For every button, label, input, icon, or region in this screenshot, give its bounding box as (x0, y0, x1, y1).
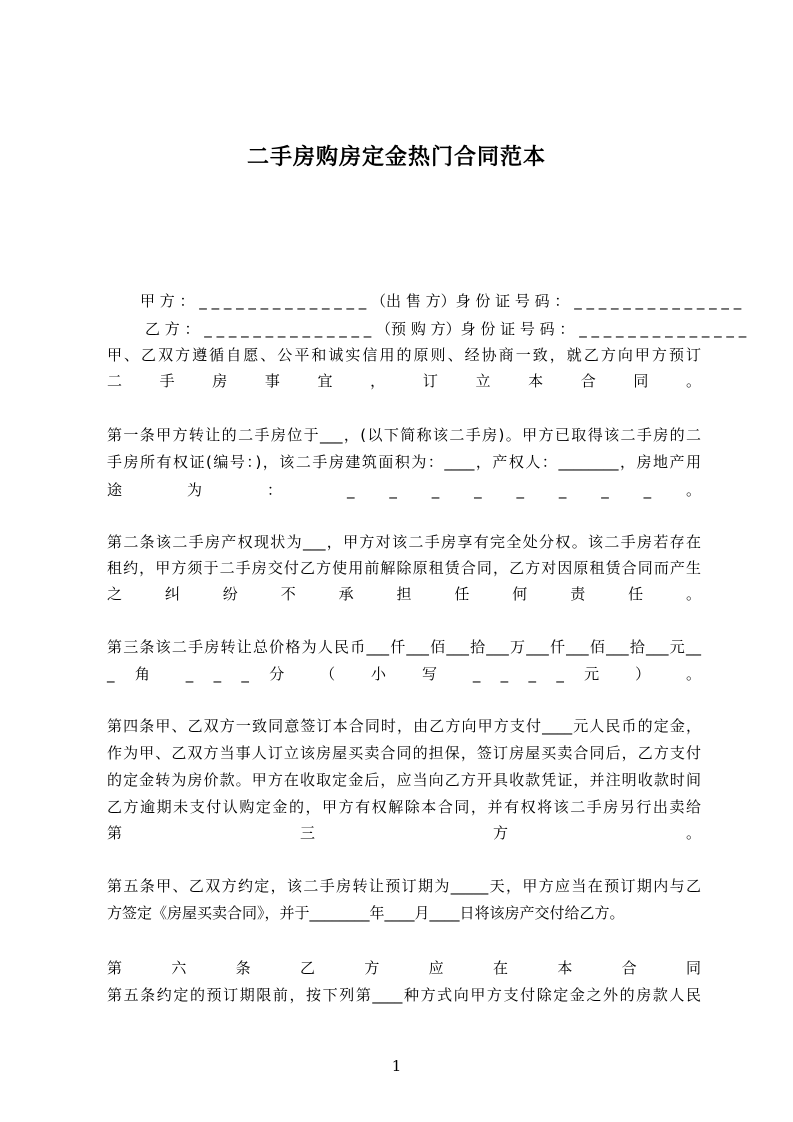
article-2-line-3: 之 纠 纷 不 承 担 任 何 责 任 。 (107, 585, 701, 603)
article-4-line-2: 作为甲、乙双方当事人订立该房屋买卖合同的担保，签订房屋买卖合同后，乙方支付 (107, 744, 701, 762)
article-4-line-1: 第四条甲、乙双方一致同意签订本合同时，由乙方向甲方支付____元人民币的定金， (107, 717, 701, 735)
preamble-line-2: 二 手 房 事 宜 ， 订 立 本 合 同 。 (107, 372, 701, 390)
preamble-line-1: 甲、乙双方遵循自愿、公平和诚实信用的原则、经协商一致，就乙方向甲方预订 (107, 346, 701, 364)
article-2-line-1: 第二条该二手房产权现状为___，甲方对该二手房享有完全处分权。该二手房若存在 (107, 533, 701, 551)
page-number: 1 (391, 1057, 402, 1075)
document-title: 二手房购房定金热门合同范本 (246, 145, 546, 170)
article-1-line-1: 第一条甲方转让的二手房位于___，(以下简称该二手房)。甲方已取得该二手房的二 (107, 426, 701, 444)
article-5-line-2: 方签定《房屋买卖合同》，并于________年____月____日将该房产交付给乙方。 (107, 904, 625, 922)
article-4-line-3: 的定金转为房价款。甲方在收取定金后，应当向乙方开具收款凭证，并注明收款时间 (107, 771, 701, 789)
party-b-line: 乙 方 ： _ _ _ _ _ _ _ _ _ _ _ _ _ _ （预 购 方）身 份 证 号 码 ： _ _ _ _ _ _ _ _ _ _ _ _ _ _ (145, 320, 747, 338)
article-5-line-1: 第五条甲、乙双方约定，该二手房转让预订期为_____天，甲方应当在预订期内与乙 (107, 877, 701, 895)
article-2-line-2: 租约，甲方须于二手房交付乙方使用前解除原租赁合同，乙方对因原租赁合同而产生 (107, 559, 701, 577)
article-4-line-5: 第 三 方 。 (107, 824, 701, 842)
article-3-line-2: _ 角 _ _ _ 分 （ 小 写 _ _ _ _ 元 ） 。 (107, 665, 701, 683)
article-6-line-1: 第 六 条 乙 方 应 在 本 合 同 (107, 959, 701, 977)
article-6-line-2: 第五条约定的预订期限前，按下列第____种方式向甲方支付除定金之外的房款人民 (107, 986, 701, 1004)
party-a-line: 甲 方 ： _ _ _ _ _ _ _ _ _ _ _ _ _ _ （出 售 方）身 份 证 号 码 ： _ _ _ _ _ _ _ _ _ _ _ _ _ _ (140, 292, 742, 310)
article-3-line-1: 第三条该二手房转让总价格为人民币___仟___佰___拾___万___仟___佰___拾___元__ (107, 638, 701, 656)
article-1-line-2: 手房所有权证(编号：)，该二手房建筑面积为：____，产权人：________，房地产用 (107, 453, 701, 471)
article-1-line-3: 途 为 ： _ _ _ _ _ _ _ _ 。 (107, 481, 701, 499)
article-4-line-4: 乙方逾期未支付认购定金的，甲方有权解除本合同，并有权将该二手房另行出卖给 (107, 798, 701, 816)
